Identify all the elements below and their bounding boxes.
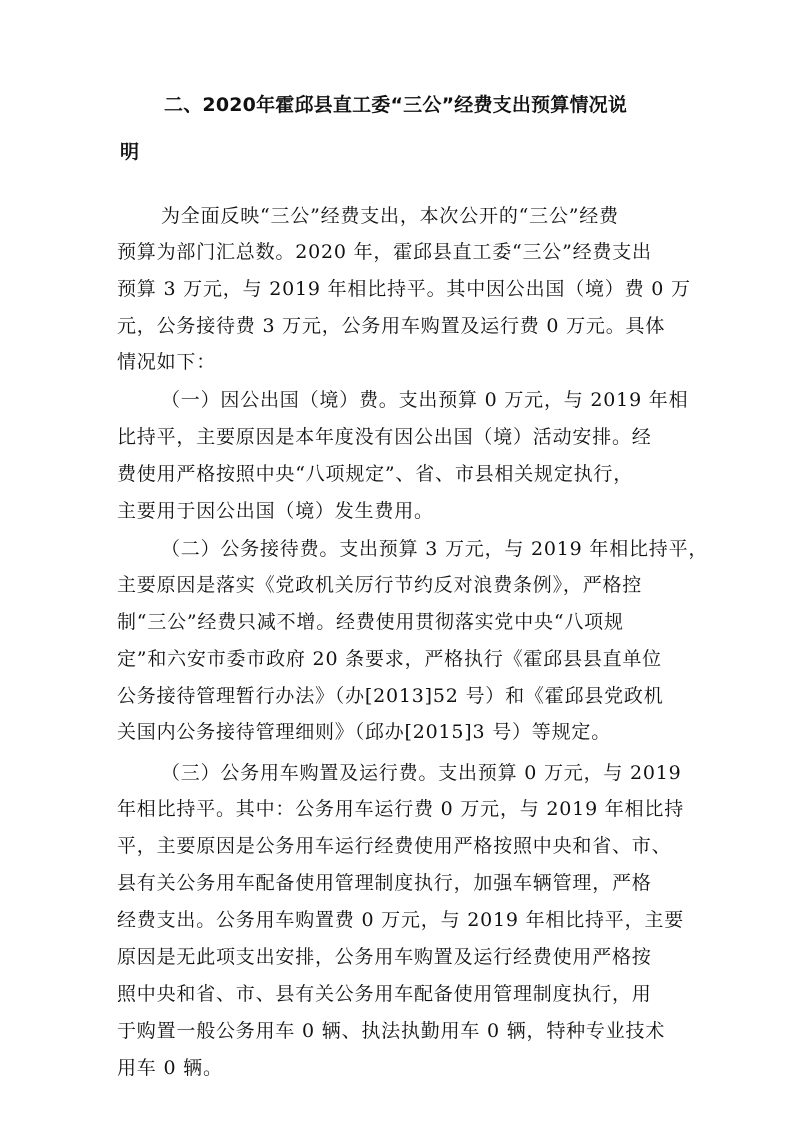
paragraph-line: 主要原因是落实《党政机关厉行节约反对浪费条例》，严格控 xyxy=(117,574,643,596)
section-title: 二、2020年霍邱县直工委“三公”经费支出预算情况说 xyxy=(164,94,628,116)
paragraph-line: 定”和六安市委市政府 20 条要求，严格执行《霍邱县县直单位 xyxy=(117,648,662,670)
paragraph-line: 用车 0 辆。 xyxy=(117,1057,223,1079)
paragraph-line: 照中央和省、市、县有关公务用车配备使用管理制度执行，用 xyxy=(117,983,652,1005)
paragraph-line: 公务接待管理暂行办法》（办[2013]52 号）和《霍邱县党政机 xyxy=(117,685,664,707)
paragraph-line: 情况如下： xyxy=(117,351,217,373)
paragraph-line: 原因是无此项支出安排，公务用车购置及运行经费使用严格按 xyxy=(117,946,652,968)
paragraph-line: 关国内公务接待管理细则》（邱办[2015]3 号）等规定。 xyxy=(117,721,612,743)
paragraph-line: 费使用严格按照中央“八项规定”、省、市县相关规定执行， xyxy=(117,463,634,485)
paragraph-line: 比持平，主要原因是本年度没有因公出国（境）活动安排。经 xyxy=(117,426,652,448)
paragraph-line: 主要用于因公出国（境）发生费用。 xyxy=(117,500,434,522)
paragraph-line: （二）公务接待费。支出预算 3 万元，与 2019 年相比持平， xyxy=(161,538,709,560)
paragraph-line: （一）因公出国（境）费。支出预算 0 万元，与 2019 年相 xyxy=(161,389,689,411)
paragraph-line: 县有关公务用车配备使用管理制度执行，加强车辆管理，严格 xyxy=(117,872,652,894)
paragraph-line: （三）公务用车购置及运行费。支出预算 0 万元，与 2019 xyxy=(161,762,682,784)
paragraph-line: 预算 3 万元，与 2019 年相比持平。其中因公出国（境）费 0 万 xyxy=(117,278,691,300)
paragraph-line: 制“三公”经费只减不增。经费使用贯彻落实党中央“八项规 xyxy=(117,611,624,633)
paragraph-line: 平，主要原因是公务用车运行经费使用严格按照中央和省、市、 xyxy=(117,835,672,857)
paragraph-line: 预算为部门汇总数。2020 年，霍邱县直工委“三公”经费支出 xyxy=(117,241,652,263)
paragraph-line: 于购置一般公务用车 0 辆、执法执勤用车 0 辆，特种专业技术 xyxy=(117,1020,666,1042)
paragraph-line: 经费支出。公务用车购置费 0 万元，与 2019 年相比持平，主要 xyxy=(117,909,685,931)
paragraph-line: 为全面反映“三公”经费支出，本次公开的“三公”经费 xyxy=(161,205,619,227)
section-title-continuation: 明 xyxy=(120,141,140,163)
paragraph-line: 年相比持平。其中：公务用车运行费 0 万元，与 2019 年相比持 xyxy=(117,798,685,820)
paragraph-line: 元，公务接待费 3 万元，公务用车购置及运行费 0 万元。具体 xyxy=(117,315,666,337)
